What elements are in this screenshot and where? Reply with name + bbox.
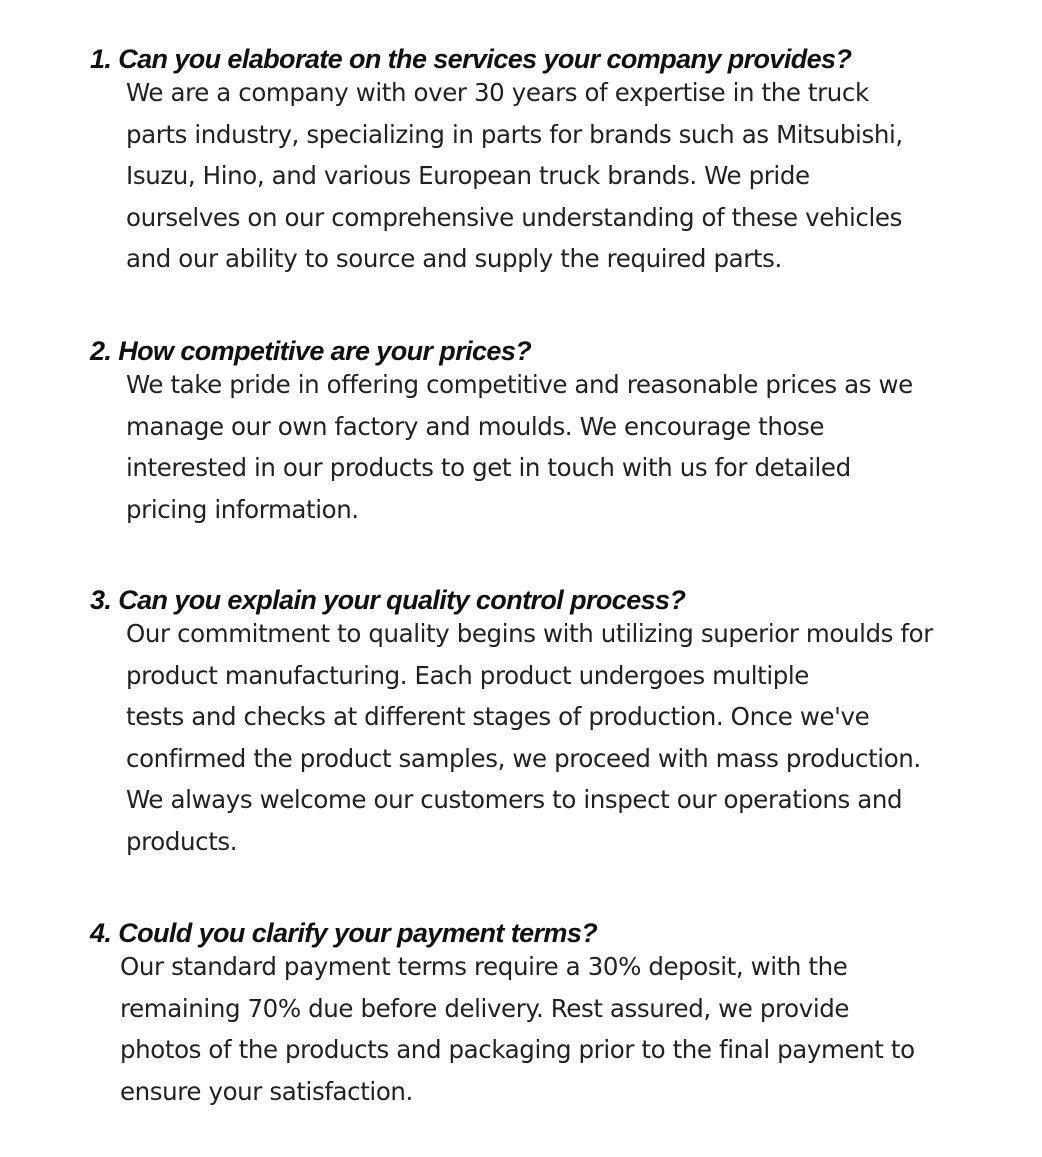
answer-line: tests and checks at different stages of production. Once we've bbox=[126, 702, 870, 732]
answer-line: product manufacturing. Each product undergoes multiple bbox=[126, 660, 809, 690]
answer-line: Our commitment to quality begins with utilizing superior moulds for bbox=[126, 619, 933, 648]
answer-line: interested in our products to get in touch with us for detailed bbox=[126, 453, 851, 483]
answer-line: Our standard payment terms require a 30% deposit, with the bbox=[120, 952, 848, 981]
answer-payment bbox=[120, 946, 915, 1112]
question-payment: 4. Could you clarify your payment terms? bbox=[90, 918, 598, 948]
answer-line: Isuzu, Hino, and various European truck brands. We pride bbox=[126, 161, 810, 191]
answer-prices bbox=[126, 364, 913, 530]
answer-line: remaining 70% due before delivery. Rest assured, we provide bbox=[120, 993, 850, 1023]
answer-line: ourselves on our comprehensive understanding of these vehicles bbox=[126, 202, 902, 232]
answer-line: pricing information. bbox=[126, 494, 359, 524]
answer-line: We are a company with over 30 years of expertise in the truck bbox=[126, 78, 869, 107]
answer-line: photos of the products and packaging prior to the final payment to bbox=[120, 1035, 915, 1065]
answer-line: products. bbox=[126, 826, 238, 856]
answer-line: manage our own factory and moulds. We encourage those bbox=[126, 411, 825, 441]
question-prices: 2. How competitive are your prices? bbox=[90, 336, 532, 366]
answer-line: and our ability to source and supply the required parts. bbox=[126, 244, 782, 274]
answer-line: We always welcome our customers to inspect our operations and bbox=[126, 785, 903, 815]
answer-line: ensure your satisfaction. bbox=[120, 1076, 413, 1106]
answer-services bbox=[126, 72, 903, 280]
answer-line: parts industry, specializing in parts for brands such as Mitsubishi, bbox=[126, 119, 903, 149]
answer-line: confirmed the product samples, we proceed with mass production. bbox=[126, 743, 921, 773]
answer-line: We take pride in offering competitive and reasonable prices as we bbox=[126, 370, 913, 399]
answer-quality bbox=[126, 613, 933, 863]
question-services: 1. Can you elaborate on the services your company provides? bbox=[90, 44, 852, 74]
question-quality: 3. Can you explain your quality control process? bbox=[90, 585, 686, 615]
